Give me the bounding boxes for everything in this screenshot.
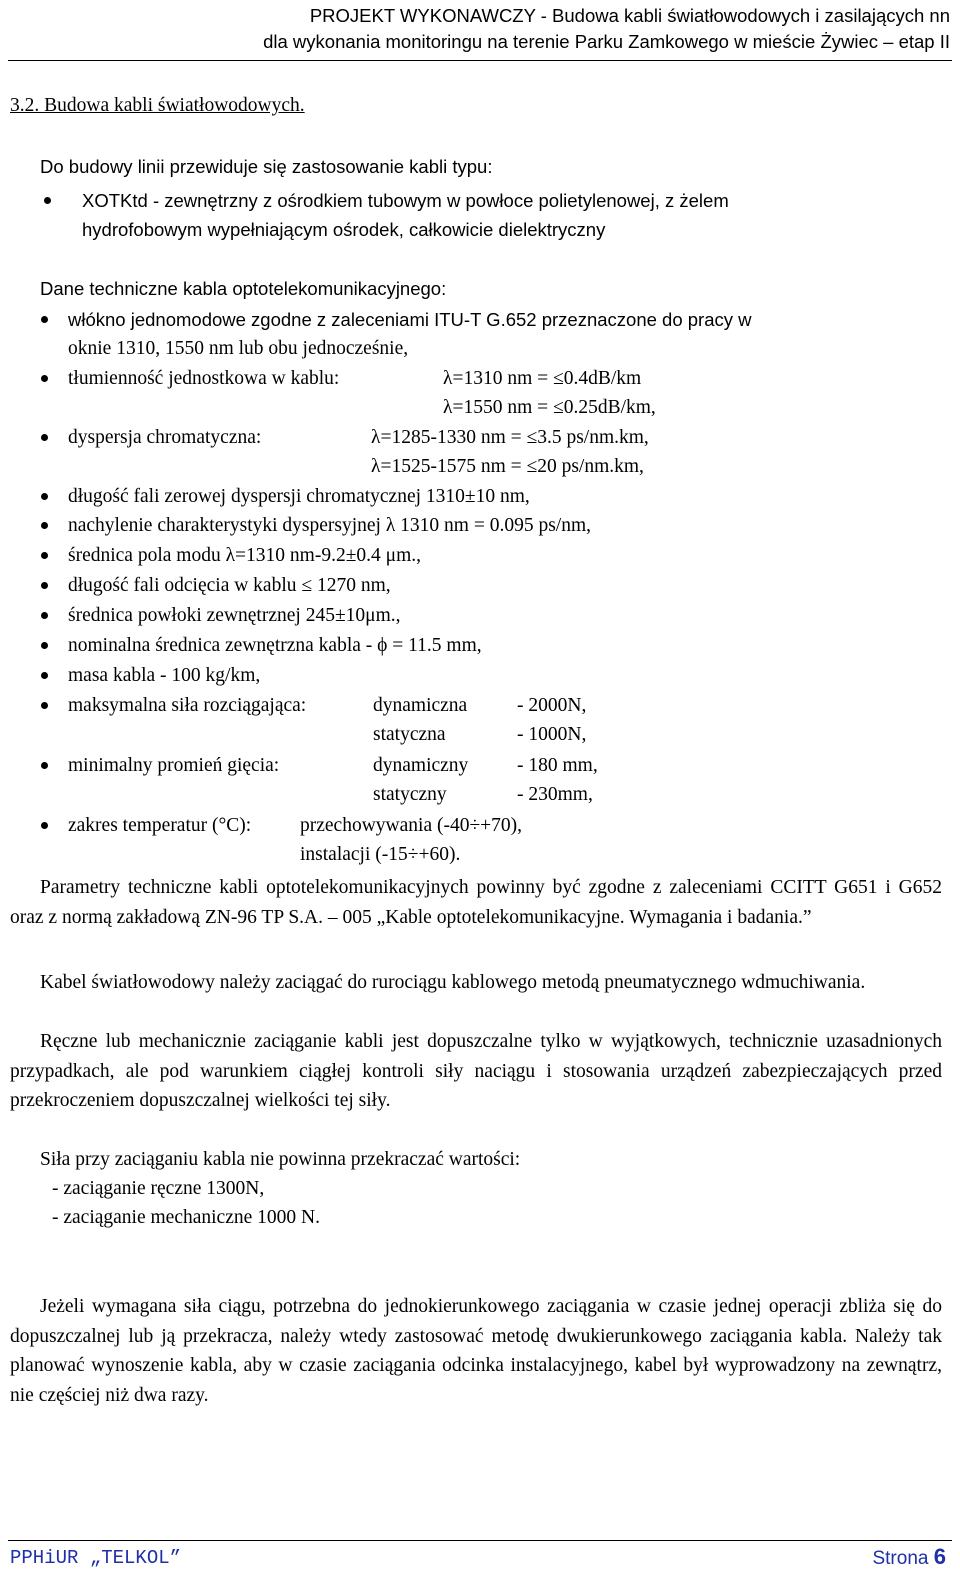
bullet-icon xyxy=(41,493,48,500)
footer-page xyxy=(872,1544,946,1572)
spec-tensile-label: maksymalna siła rozciągająca: xyxy=(68,695,307,716)
spec-bend-static: statyczny xyxy=(373,784,447,805)
footer-page-number: 6 xyxy=(933,1544,946,1569)
spec-dispersion-label: dyspersja chromatyczna: xyxy=(68,427,262,448)
spec-bend-label: minimalny promień gięcia: xyxy=(68,755,280,776)
spec-coating-diameter: średnica powłoki zewnętrznej 245±10μm., xyxy=(68,605,401,626)
spec-bend-dynamic-value: - 180 mm, xyxy=(517,755,598,776)
spec-dispersion-1525: λ=1525-1575 nm = ≤20 ps/nm.km, xyxy=(371,456,644,477)
bullet-icon xyxy=(44,197,51,204)
spec-tensile-dynamic-value: - 2000N, xyxy=(517,695,587,716)
bullet-icon xyxy=(41,375,48,382)
spec-bend-static-value: - 230mm, xyxy=(517,784,593,805)
bullet-icon xyxy=(41,582,48,589)
spec-attenuation-label: tłumienność jednostkowa w kablu: xyxy=(68,368,340,389)
bullet-icon xyxy=(41,316,48,323)
paragraph-blowing-method: Kabel światłowodowy należy zaciągać do rurociągu kablowego metodą pneumatycznego wdmuchiwania. xyxy=(40,972,866,993)
specs-heading: Dane techniczne kabla optotelekomunikacyjnego: xyxy=(40,278,447,299)
bullet-icon xyxy=(41,762,48,769)
spec-temperature-label: zakres temperatur (°C): xyxy=(68,815,252,836)
bullet-icon xyxy=(41,672,48,679)
paragraph-pulling-force: Siła przy zaciąganiu kabla nie powinna przekraczać wartości: xyxy=(40,1149,521,1170)
spec-tensile-dynamic: dynamiczna xyxy=(373,695,468,716)
spec-zero-dispersion: długość fali zerowej dyspersji chromatycznej 1310±10 nm, xyxy=(68,486,530,507)
spec-dispersion-1285: λ=1285-1330 nm = ≤3.5 ps/nm.km, xyxy=(371,427,649,448)
spec-temperature-install: instalacji (-15÷+60). xyxy=(300,844,461,865)
page-header xyxy=(0,3,950,55)
paragraph-manual-pulling: Ręczne lub mechanicznie zaciąganie kabli jest dopuszczalne tylko w wyjątkowych, technicznie uzasadnionych przypadkach, ale pod warunkiem ciągłej kontroli siły naciągu i stosowania urządzeń zabezpieczających przed przekroczeniem dopuszczalnej wielkości tej siły. xyxy=(10,1031,942,1111)
bullet-icon xyxy=(41,642,48,649)
bullet-icon xyxy=(41,552,48,559)
footer-company: PPHiUR „TELKOL” xyxy=(10,1547,182,1569)
paragraph-standards: Parametry techniczne kabli optotelekomunikacyjnych powinny być zgodne z zaleceniami CCITT G651 i G652 oraz z normą zakładową ZN-96 TP S.A. – 005 „Kable optotelekomunikacyjne. Wymagania i badania.” xyxy=(10,877,942,928)
spec-cutoff-wavelength: długość fali odcięcia w kablu ≤ 1270 nm, xyxy=(68,575,391,596)
cable-type-line1: XOTKtd - zewnętrzny z ośrodkiem tubowym w powłoce polietylenowej, z żelem xyxy=(82,190,729,211)
pulling-force-mechanical: - zaciąganie mechaniczne 1000 N. xyxy=(52,1207,320,1228)
intro-lead: Do budowy linii przewiduje się zastosowanie kabli typu: xyxy=(40,156,493,177)
paragraph-bidirectional: Jeżeli wymagana siła ciągu, potrzebna do jednokierunkowego zaciągania w czasie jednej operacji zbliża się do dopuszczalnej lub ją przekracza, należy wtedy zastosować metodę dwukierunkowego zaciągania kabla. Należy tak planować wynoszenie kabla, aby w czasie zaciągania odcinka instalacyjnego, kabel był wyprowadzony na zewnątrz, nie częściej niż dwa razy. xyxy=(10,1296,942,1406)
section-title: 3.2. Budowa kabli światłowodowych. xyxy=(10,95,305,116)
bullet-icon xyxy=(41,434,48,441)
footer-divider xyxy=(8,1540,952,1541)
bullet-icon xyxy=(41,522,48,529)
spec-tensile-static: statyczna xyxy=(373,724,446,745)
spec-cable-diameter: nominalna średnica zewnętrzna kabla - ϕ = 11.5 mm, xyxy=(68,635,482,656)
spec-cable-mass: masa kabla - 100 kg/km, xyxy=(68,665,261,686)
spec-attenuation-1550: λ=1550 nm = ≤0.25dB/km, xyxy=(443,397,656,418)
spec-fiber-line2: oknie 1310, 1550 nm lub obu jednocześnie, xyxy=(68,338,409,359)
bullet-icon xyxy=(41,822,48,829)
spec-bend-dynamic: dynamiczny xyxy=(373,755,469,776)
spec-fiber-line1: włókno jednomodowe zgodne z zaleceniami ITU-T G.652 przeznaczone do pracy w xyxy=(68,309,752,330)
header-divider xyxy=(8,60,952,61)
spec-mode-field-diameter: średnica pola modu λ=1310 nm-9.2±0.4 μm., xyxy=(68,545,422,566)
spec-attenuation-1310: λ=1310 nm = ≤0.4dB/km xyxy=(443,368,642,389)
bullet-icon xyxy=(41,612,48,619)
spec-temperature-storage: przechowywania (-40÷+70), xyxy=(300,815,523,836)
spec-tensile-static-value: - 1000N, xyxy=(517,724,587,745)
cable-type-line2: hydrofobowym wypełniającym ośrodek, całkowicie dielektryczny xyxy=(82,219,606,240)
header-title-line2: dla wykonania monitoringu na terenie Parku Zamkowego w mieście Żywiec – etap II xyxy=(263,31,950,52)
pulling-force-manual: - zaciąganie ręczne 1300N, xyxy=(52,1178,265,1199)
spec-dispersion-slope: nachylenie charakterystyki dyspersyjnej λ 1310 nm = 0.095 ps/nm, xyxy=(68,515,592,536)
header-title-line1: PROJEKT WYKONAWCZY - Budowa kabli światłowodowych i zasilających nn xyxy=(309,5,950,26)
footer-page-label: Strona xyxy=(872,1548,929,1569)
bullet-icon xyxy=(41,702,48,709)
